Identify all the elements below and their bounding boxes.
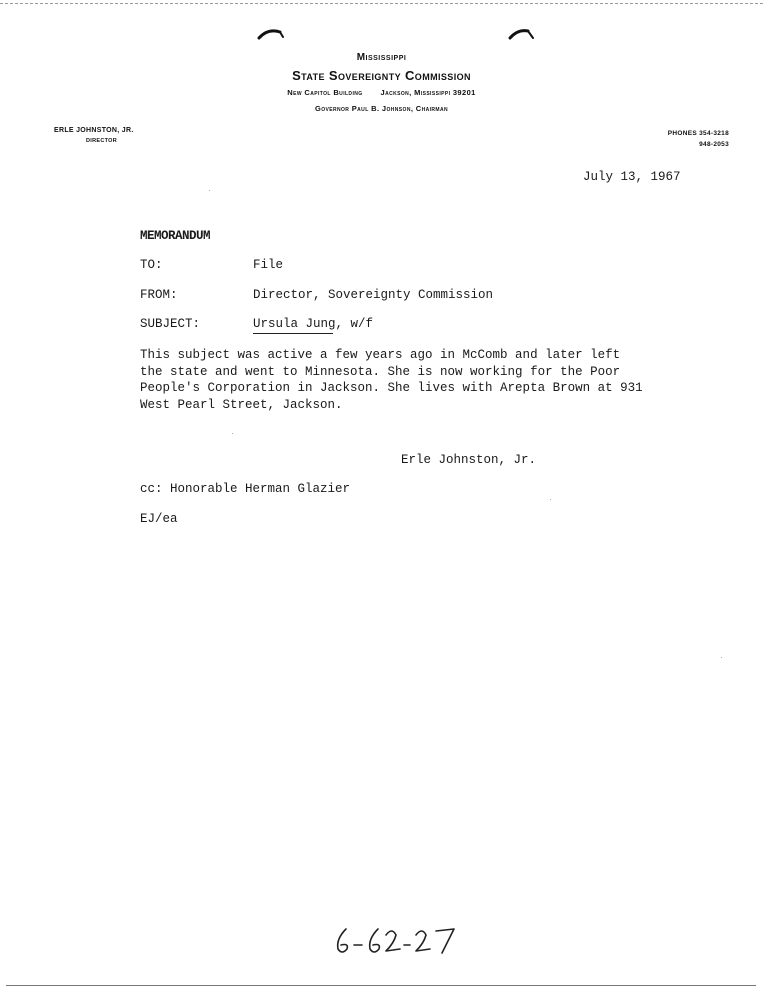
phones-line-1: PHONES 354-3218 — [667, 130, 729, 137]
to-label: TO: — [140, 258, 163, 272]
signature-name: Erle Johnston, Jr. — [401, 453, 537, 467]
subject-underline — [253, 333, 333, 334]
cc-line: cc: Honorable Herman Glazier — [140, 482, 351, 496]
phones-line-2: 948-2053 — [699, 141, 729, 148]
subject-suffix: w/f — [343, 317, 374, 331]
letterhead-building: New Capitol Building — [287, 88, 363, 97]
body-line: This subject was active a few years ago in McComb and later left — [140, 348, 621, 362]
memo-heading: MEMORANDUM — [140, 229, 211, 243]
paper-speck — [209, 190, 210, 191]
letterhead-mark-left — [256, 26, 286, 42]
memo-body — [140, 347, 643, 413]
letterhead-commission: State Sovereignty Commission — [292, 68, 471, 83]
letterhead-governor: Governor Paul B. Johnson, Chairman — [314, 104, 449, 113]
paper-speck — [721, 657, 722, 658]
letterhead-address — [0, 88, 763, 97]
subject-name: Ursula Jung, — [253, 317, 344, 331]
letterhead-state: Mississippi — [356, 52, 407, 63]
handwritten-file-number — [332, 925, 472, 957]
memo-date: July 13, 1967 — [583, 170, 681, 184]
paper-speck — [232, 433, 233, 434]
typist-initials: EJ/ea — [140, 512, 178, 526]
paper-speck — [550, 499, 551, 500]
subject-label: SUBJECT: — [140, 317, 201, 331]
from-label: FROM: — [140, 288, 178, 302]
body-line: the state and went to Minnesota. She is now working for the Poor — [140, 364, 621, 379]
director-name: ERLE JOHNSTON, JR. — [54, 127, 134, 134]
letterhead-city: Jackson, Mississippi 39201 — [380, 88, 476, 97]
body-line: People's Corporation in Jackson. She lives with Arepta Brown at 931 — [140, 381, 643, 395]
director-title: DIRECTOR — [86, 138, 118, 144]
from-value: Director, Sovereignty Commission — [253, 288, 494, 302]
letterhead-mark-right — [506, 26, 536, 42]
bottom-edge-line — [6, 985, 756, 986]
top-edge-line — [0, 3, 763, 4]
body-line: West Pearl Street, Jackson. — [140, 397, 343, 412]
to-value: File — [253, 258, 284, 272]
subject-value — [253, 317, 373, 331]
